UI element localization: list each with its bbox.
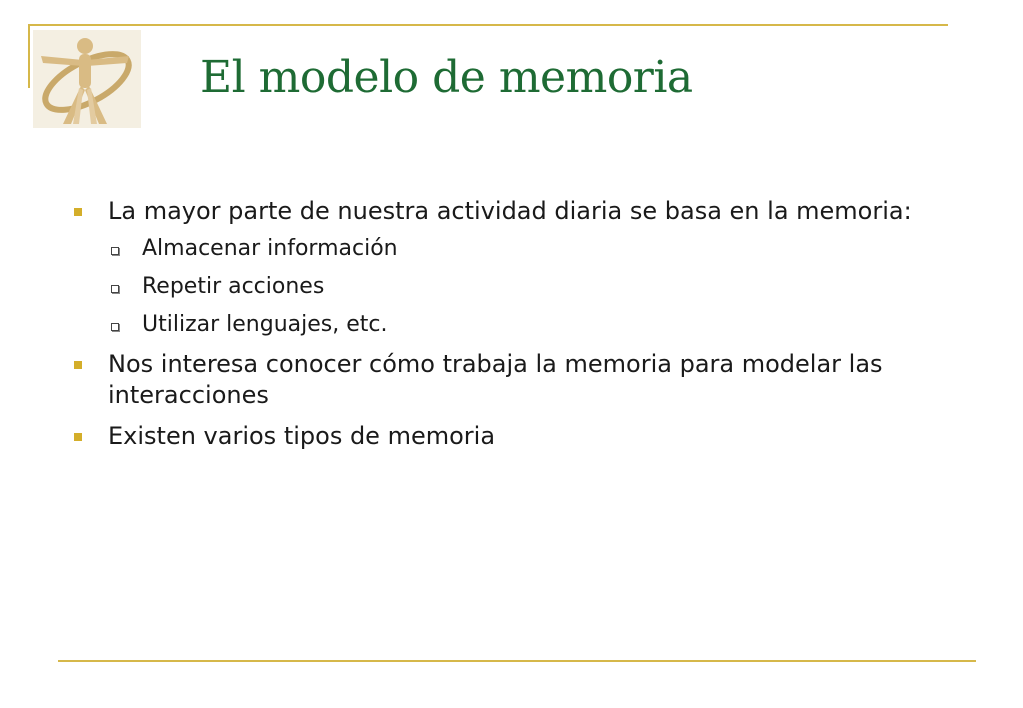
list-item-text: La mayor parte de nuestra actividad diaria se basa en la memoria: (108, 197, 912, 225)
bottom-divider (58, 660, 976, 662)
list-item-text: Existen varios tipos de memoria (108, 422, 496, 450)
checkbox-bullet-icon (111, 285, 119, 293)
sub-list-item-text: Almacenar información (142, 236, 398, 261)
sub-list-item-text: Utilizar lenguajes, etc. (142, 312, 388, 337)
list-item (70, 196, 970, 339)
square-bullet-icon (74, 433, 82, 441)
list-item (70, 349, 970, 411)
left-divider (28, 24, 30, 88)
vitruvian-man-icon (33, 30, 141, 128)
square-bullet-icon (74, 361, 82, 369)
sub-list-item-text: Repetir acciones (142, 274, 325, 299)
slide-title: El modelo de memoria (200, 52, 693, 103)
sub-list-item (108, 311, 970, 339)
top-divider (28, 24, 948, 26)
sub-list-item (108, 273, 970, 301)
list-item (70, 421, 970, 452)
checkbox-bullet-icon (111, 323, 119, 331)
sub-list (108, 235, 970, 339)
list-item-text: Nos interesa conocer cómo trabaja la memoria para modelar las interacciones (108, 350, 883, 409)
sub-list-item (108, 235, 970, 263)
checkbox-bullet-icon (111, 247, 119, 255)
bullet-list (70, 196, 970, 462)
square-bullet-icon (74, 208, 82, 216)
